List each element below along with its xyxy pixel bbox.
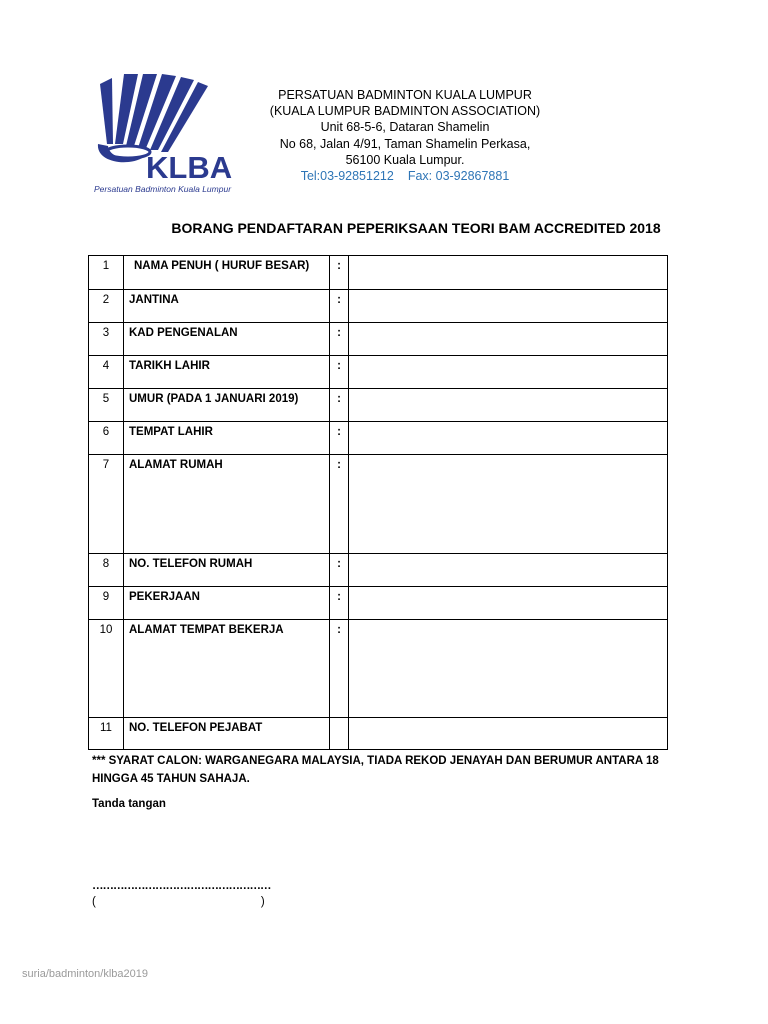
input-occupation[interactable] [349,587,668,620]
row-number: 6 [89,422,124,455]
field-colon: : [330,587,349,620]
registration-form-table [88,255,668,750]
form-row [89,620,668,718]
signature-name-brackets[interactable] [92,896,265,908]
field-colon: : [330,554,349,587]
row-number: 3 [89,323,124,356]
row-number: 9 [89,587,124,620]
candidate-requirements-note: *** SYARAT CALON: WARGANEGARA MALAYSIA, TIADA REKOD JENAYAH DAN BERUMUR ANTARA 18 HINGGA 45 TAHUN SAHAJA. [92,755,659,785]
signature-line[interactable]: …………………………………………… [92,880,271,892]
form-row [89,422,668,455]
field-colon: : [330,356,349,389]
klba-logo [88,72,248,197]
field-label: UMUR (PADA 1 JANUARI 2019) [124,389,330,422]
field-colon [330,718,349,750]
association-header [250,87,560,184]
input-date-of-birth[interactable] [349,356,668,389]
form-row [89,389,668,422]
row-number: 7 [89,455,124,554]
row-number: 2 [89,290,124,323]
field-label: NO. TELEFON RUMAH [124,554,330,587]
row-number: 11 [89,718,124,750]
field-colon: : [330,389,349,422]
signature-label: Tanda tangan [92,798,166,810]
close-bracket: ) [260,896,265,908]
address-line-1: Unit 68-5-6, Dataran Shamelin [320,120,490,135]
input-name[interactable] [349,256,668,290]
form-row [89,718,668,750]
association-name-english: (KUALA LUMPUR BADMINTON ASSOCIATION) [269,104,541,119]
row-number: 4 [89,356,124,389]
field-colon: : [330,620,349,718]
field-label: NAMA PENUH ( HURUF BESAR) [124,256,330,290]
input-place-of-birth[interactable] [349,422,668,455]
field-colon: : [330,455,349,554]
address-line-3: 56100 Kuala Lumpur. [345,152,465,167]
row-number: 10 [89,620,124,718]
logo-subtitle: Persatuan Badminton Kuala Lumpur [94,184,232,194]
input-home-phone[interactable] [349,554,668,587]
row-number: 5 [89,389,124,422]
field-label: ALAMAT RUMAH [124,455,330,554]
footer-watermark: suria/badminton/klba2019 [22,968,148,980]
field-colon: : [330,256,349,290]
form-row [89,356,668,389]
field-label: KAD PENGENALAN [124,323,330,356]
contact-line [250,168,560,184]
field-label: TEMPAT LAHIR [124,422,330,455]
field-label: PEKERJAAN [124,587,330,620]
form-row [89,455,668,554]
field-label: NO. TELEFON PEJABAT [124,718,330,750]
form-row [89,256,668,290]
input-home-address[interactable] [349,455,668,554]
input-work-address[interactable] [349,620,668,718]
input-ic-number[interactable] [349,323,668,356]
input-office-phone[interactable] [349,718,668,750]
form-row [89,290,668,323]
field-label: TARIKH LAHIR [124,356,330,389]
logo-text: KLBA [146,150,233,185]
row-number: 1 [89,256,124,290]
association-name: PERSATUAN BADMINTON KUALA LUMPUR [278,88,532,102]
field-label: JANTINA [124,290,330,323]
form-row [89,554,668,587]
field-colon: : [330,290,349,323]
open-bracket: ( [92,896,96,908]
input-age[interactable] [349,389,668,422]
field-colon: : [330,323,349,356]
telephone: Tel:03-92851212 [300,169,394,184]
form-row [89,587,668,620]
address-line-2: No 68, Jalan 4/91, Taman Shamelin Perkasa, [279,136,531,151]
field-colon: : [330,422,349,455]
row-number: 8 [89,554,124,587]
field-label: ALAMAT TEMPAT BEKERJA [124,620,330,718]
fax: Fax: 03-92867881 [407,169,510,184]
form-row [89,323,668,356]
input-gender[interactable] [349,290,668,323]
form-title: BORANG PENDAFTARAN PEPERIKSAAN TEORI BAM ACCREDITED 2018 [171,220,661,236]
